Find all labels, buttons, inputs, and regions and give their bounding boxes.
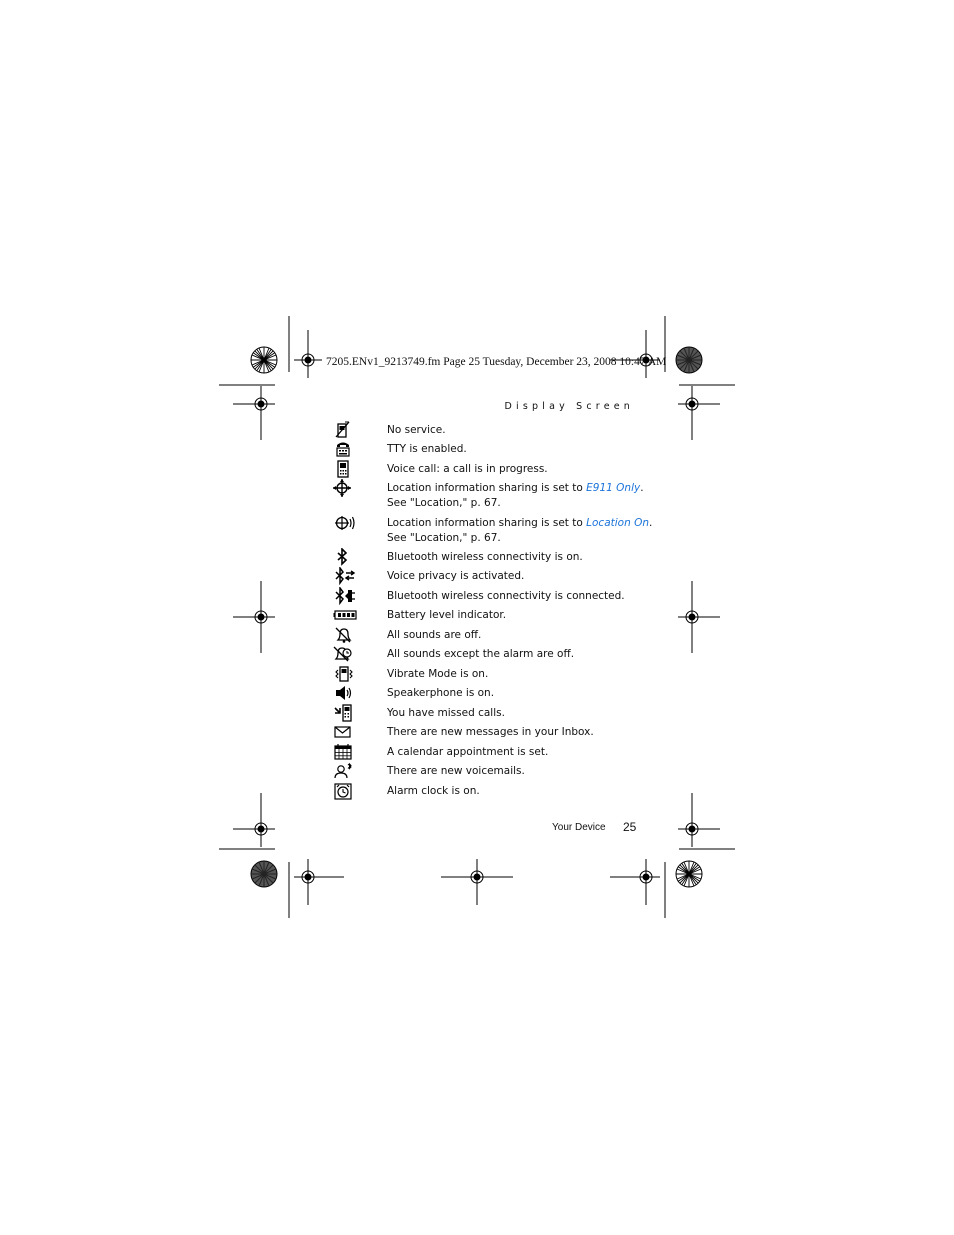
footer-section-label: Your Device	[552, 822, 606, 833]
speaker-icon	[333, 684, 355, 702]
bluetooth-privacy-icon	[333, 567, 355, 585]
entry-text: You have missed calls.	[387, 707, 505, 719]
emphasis-text: Location On	[586, 517, 649, 529]
entry-text: All sounds are off.	[387, 629, 482, 641]
battery-icon	[333, 606, 355, 624]
entry-text: Speakerphone is on.	[387, 687, 495, 699]
entry-text: All sounds except the alarm are off.	[387, 648, 575, 660]
alarm-clock-icon	[333, 782, 355, 800]
entry-text: Location information sharing is set to E911 Only. See "Location," p. 67.	[387, 482, 644, 509]
location-on-icon	[333, 514, 355, 532]
voice-call-icon	[333, 460, 355, 478]
no-service-icon	[333, 421, 355, 439]
entry-text: There are new messages in your Inbox.	[387, 726, 594, 738]
entry-text: Bluetooth wireless connectivity is on.	[387, 551, 583, 563]
entry-text: TTY is enabled.	[387, 443, 467, 455]
bluetooth-icon	[333, 548, 355, 566]
print-slug-line: 7205.ENv1_9213749.fm Page 25 Tuesday, December 23, 2008 10:47 AM	[326, 356, 667, 368]
entry-text: Location information sharing is set to Location On. See "Location," p. 67.	[387, 517, 653, 544]
alarm-only-icon	[333, 645, 355, 663]
entry-text: Bluetooth wireless connectivity is connected.	[387, 590, 625, 602]
entry-text: Voice call: a call is in progress.	[387, 463, 548, 475]
entry-text: Alarm clock is on.	[387, 785, 480, 797]
entry-text: Voice privacy is activated.	[387, 570, 525, 582]
location-e911-icon	[333, 479, 355, 497]
entry-text: Battery level indicator.	[387, 609, 507, 621]
tty-icon	[333, 440, 355, 458]
entry-text: No service.	[387, 424, 446, 436]
entry-text: A calendar appointment is set.	[387, 746, 549, 758]
running-header: Display Screen	[504, 401, 634, 412]
voicemail-icon	[333, 762, 355, 780]
entry-text: Vibrate Mode is on.	[387, 668, 489, 680]
emphasis-text: E911 Only	[586, 482, 641, 494]
bluetooth-connected-icon	[333, 587, 355, 605]
envelope-icon	[333, 723, 355, 741]
vibrate-icon	[333, 665, 355, 683]
missed-call-icon	[333, 704, 355, 722]
page-number: 25	[623, 820, 637, 834]
silent-bell-icon	[333, 626, 355, 644]
entry-text: There are new voicemails.	[387, 765, 525, 777]
calendar-icon	[333, 743, 355, 761]
